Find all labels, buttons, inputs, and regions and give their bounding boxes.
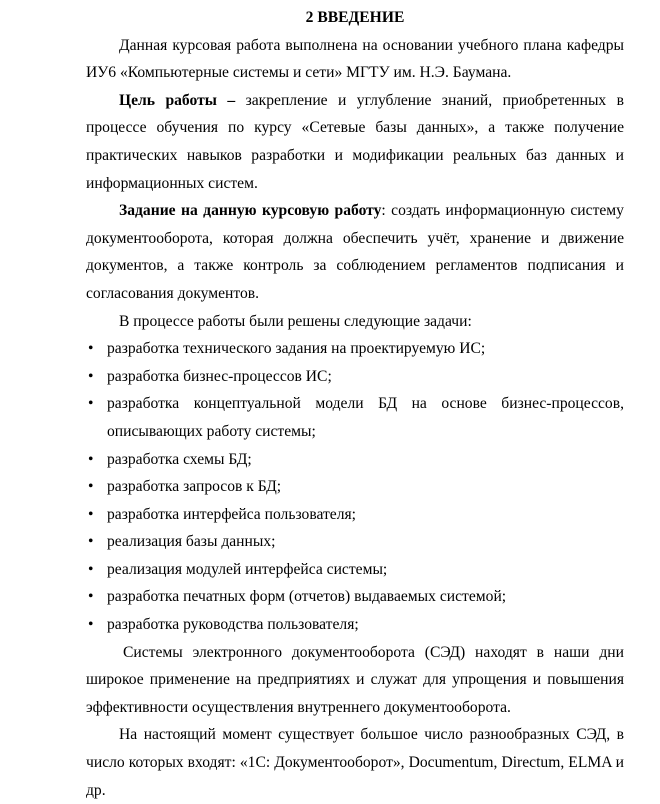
task-text: разработка схемы БД; [107, 450, 252, 468]
paragraph-goal [86, 87, 624, 197]
paragraph-tasks-intro: В процессе работы были решены следующие задачи: [119, 312, 472, 330]
task-text: разработка руководства пользователя; [107, 616, 359, 634]
task-text: разработка запросов к БД; [107, 478, 282, 496]
section-title: 2 ВВЕДЕНИЕ [305, 9, 405, 26]
document-page [86, 4, 624, 804]
task-text: реализация базы данных; [107, 533, 276, 551]
task-list-item [86, 611, 624, 639]
paragraph-edms: Системы электронного документооборота (СЭД) находят в наши дни широкое применение на предприятиях и служат для упрощения и повышения эффективности осуществления внутреннего документооборота. [86, 643, 624, 716]
task-text: реализация модулей интерфейса системы; [107, 560, 388, 578]
goal-label: Цель работы – [119, 91, 236, 109]
task-list-item [86, 335, 624, 363]
task-list-item [86, 556, 624, 584]
bullet-icon: • [88, 367, 94, 385]
task-list-item [86, 446, 624, 474]
bullet-icon: • [88, 616, 94, 634]
task-list-item [86, 363, 624, 391]
bullet-icon: • [88, 395, 94, 413]
task-text: разработка интерфейса пользователя; [107, 505, 357, 523]
bullet-icon: • [88, 450, 94, 468]
paragraph-assignment [86, 197, 624, 307]
task-list-item [86, 528, 624, 556]
paragraph-examples: На настоящий момент существует большое число разнообразных СЭД, в число которых входят: «1С: Документооборот», Documentum, Directum, ELMA и др. [86, 726, 624, 799]
task-list-item [86, 501, 624, 529]
goal-text: закрепление и углубление знаний, приобретенных в процессе обучения по курсу «Сетевые базы данных», а также получение практических навыков разработки и модификации реальных баз данных и информационных систем. [86, 91, 624, 192]
paragraph-basis: Данная курсовая работа выполнена на основании учебного плана кафедры ИУ6 «Компьютерные системы и сети» МГТУ им. Н.Э. Баумана. [86, 36, 624, 82]
task-text: разработка технического задания на проектируемую ИС; [107, 340, 486, 358]
task-list-item [86, 473, 624, 501]
bullet-icon: • [88, 340, 94, 358]
bullet-icon: • [88, 478, 94, 496]
assignment-text: : создать информационную систему документооборота, которая должна обеспечить учёт, хранение и движение документов, а также контроль за соблюдением регламентов подписания и согласования документов. [86, 202, 624, 302]
bullet-icon: • [88, 505, 94, 523]
assignment-label: Задание на данную курсовую работу [119, 202, 382, 220]
task-text: разработка бизнес-процессов ИС; [107, 367, 332, 385]
task-list [86, 335, 624, 639]
bullet-icon: • [88, 588, 94, 606]
bullet-icon: • [88, 560, 94, 578]
bullet-icon: • [88, 533, 94, 551]
task-list-item [86, 390, 624, 445]
task-text: разработка концептуальной модели БД на основе бизнес-процессов, описывающих работу системы; [107, 395, 624, 440]
task-list-item [86, 583, 624, 611]
task-text: разработка печатных форм (отчетов) выдаваемых системой; [107, 588, 507, 606]
